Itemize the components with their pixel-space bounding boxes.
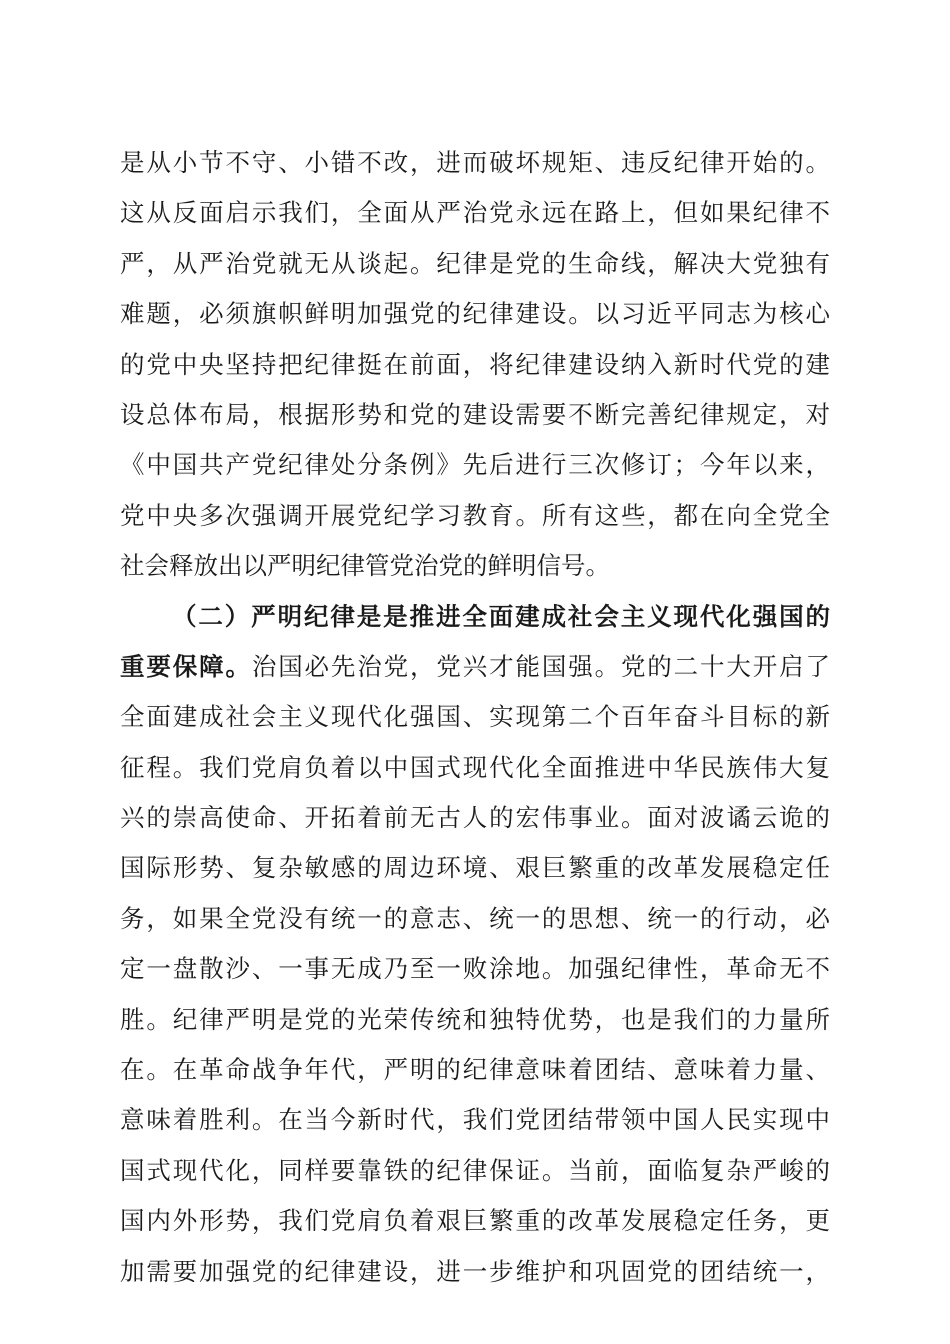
text-line: 的党中央坚持把纪律挺在前面，将纪律建设纳入新时代党的建 <box>120 349 830 379</box>
text-span: 治国必先治党，党兴才能国强。党的二十大开启了 <box>251 651 830 681</box>
text-line: 兴的崇高使命、开拓着前无古人的宏伟事业。面对波谲云诡的 <box>120 803 830 833</box>
text-line: 难题，必须旗帜鲜明加强党的纪律建设。以习近平同志为核心 <box>120 299 830 329</box>
text-line: 设总体布局，根据形势和党的建设需要不断完善纪律规定，对 <box>120 399 830 429</box>
section-heading: （二）严明纪律是是推进全面建成社会主义现代化强国的 <box>172 601 830 631</box>
text-line: 国际形势、复杂敏感的周边环境、艰巨繁重的改革发展稳定任 <box>120 853 830 883</box>
text-line: 务，如果全党没有统一的意志、统一的思想、统一的行动，必 <box>120 903 830 933</box>
text-line: 征程。我们党肩负着以中国式现代化全面推进中华民族伟大复 <box>120 752 830 782</box>
text-line: 党中央多次强调开展党纪学习教育。所有这些，都在向全党全 <box>120 500 830 530</box>
text-line: 《中国共产党纪律处分条例》先后进行三次修订；今年以来， <box>120 450 830 480</box>
text-line: 加需要加强党的纪律建设，进一步维护和巩固党的团结统一， <box>120 1256 830 1286</box>
body-text <box>120 138 830 1297</box>
text-line: 国式现代化，同样要靠铁的纪律保证。当前，面临复杂严峻的 <box>120 1155 830 1185</box>
text-line: 全面建成社会主义现代化强国、实现第二个百年奋斗目标的新 <box>120 702 830 732</box>
text-line: 这从反面启示我们，全面从严治党永远在路上，但如果纪律不 <box>120 198 830 228</box>
text-line: 严，从严治党就无从谈起。纪律是党的生命线，解决大党独有 <box>120 248 830 278</box>
text-line: 胜。纪律严明是党的光荣传统和独特优势，也是我们的力量所 <box>120 1004 830 1034</box>
text-line: 定一盘散沙、一事无成乃至一败涂地。加强纪律性，革命无不 <box>120 954 830 984</box>
text-line: 意味着胜利。在当今新时代，我们党团结带领中国人民实现中 <box>120 1105 830 1135</box>
section-heading-cont: 重要保障。 <box>120 651 252 681</box>
text-line: 在。在革命战争年代，严明的纪律意味着团结、意味着力量、 <box>120 1055 830 1085</box>
text-line: 国内外形势，我们党肩负着艰巨繁重的改革发展稳定任务，更 <box>120 1206 830 1236</box>
text-line: 社会释放出以严明纪律管党治党的鲜明信号。 <box>120 551 610 581</box>
text-line: 是从小节不守、小错不改，进而破坏规矩、违反纪律开始的。 <box>120 148 830 177</box>
text-line <box>120 642 830 692</box>
